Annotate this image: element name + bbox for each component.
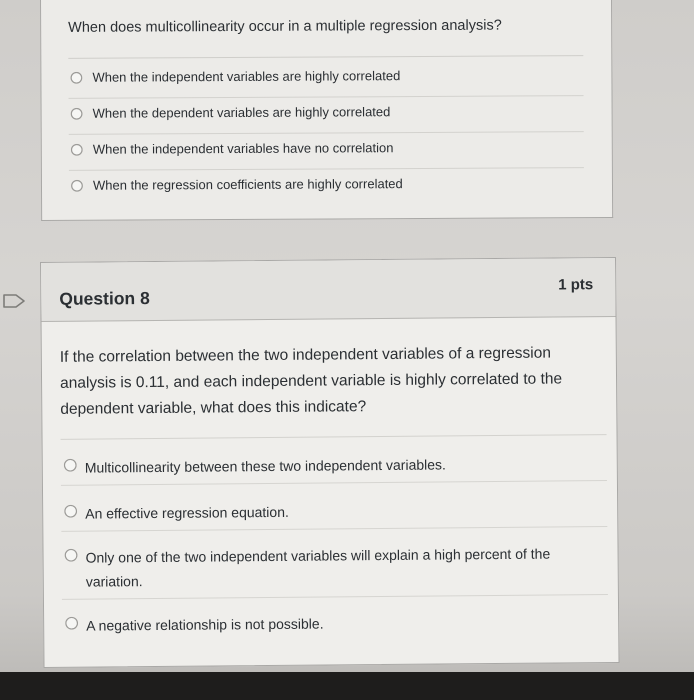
answer-label: Only one of the two independent variables will explain a high percent of the variation. xyxy=(85,545,551,590)
radio-button-icon[interactable] xyxy=(71,180,83,192)
question-points: 1 pts xyxy=(558,276,594,294)
radio-button-icon[interactable] xyxy=(65,549,78,562)
answer-label: When the regression coefficients are highly correlated xyxy=(92,176,403,193)
question-8-card xyxy=(40,257,620,668)
screen-bottom-bezel xyxy=(0,672,694,700)
question-7-text: When does multicollinearity occur in a multiple regression analysis? xyxy=(68,17,502,36)
radio-button-icon[interactable] xyxy=(70,72,82,84)
question-8-answer-4[interactable] xyxy=(62,602,608,643)
radio-button-icon[interactable] xyxy=(64,505,77,518)
question-7-divider xyxy=(68,55,583,59)
question-8-answer-2[interactable] xyxy=(61,490,607,532)
question-7-card xyxy=(40,0,613,221)
radio-button-icon[interactable] xyxy=(71,144,83,156)
question-8-divider xyxy=(61,434,607,440)
question-8-answer-3[interactable] xyxy=(61,534,608,600)
answer-label: Multicollinearity between these two independent variables. xyxy=(84,456,446,476)
answer-label: When the dependent variables are highly correlated xyxy=(92,104,391,121)
question-flag-arrow-icon[interactable] xyxy=(2,292,30,310)
answer-label: An effective regression equation. xyxy=(85,503,289,522)
question-8-header xyxy=(41,258,615,322)
question-title: Question 8 xyxy=(59,288,150,309)
question-7-answer-1[interactable] xyxy=(68,59,583,99)
question-7-answer-3[interactable] xyxy=(69,131,584,171)
answer-label: When the independent variables are highly correlated xyxy=(92,68,401,85)
radio-button-icon[interactable] xyxy=(64,459,77,472)
question-7-answer-2[interactable] xyxy=(69,95,584,135)
question-8-text: If the correlation between the two independent variables of a regression analysis is 0.11, and each independent variable is highly correlated to the dependent variable, what does this indicate? xyxy=(59,344,563,418)
answer-label: When the independent variables have no correlation xyxy=(92,140,394,157)
question-8-answer-1[interactable] xyxy=(61,444,607,486)
radio-button-icon[interactable] xyxy=(71,108,83,120)
answer-label: A negative relationship is not possible. xyxy=(86,615,324,634)
question-7-answer-4[interactable] xyxy=(69,167,584,206)
radio-button-icon[interactable] xyxy=(65,617,78,630)
